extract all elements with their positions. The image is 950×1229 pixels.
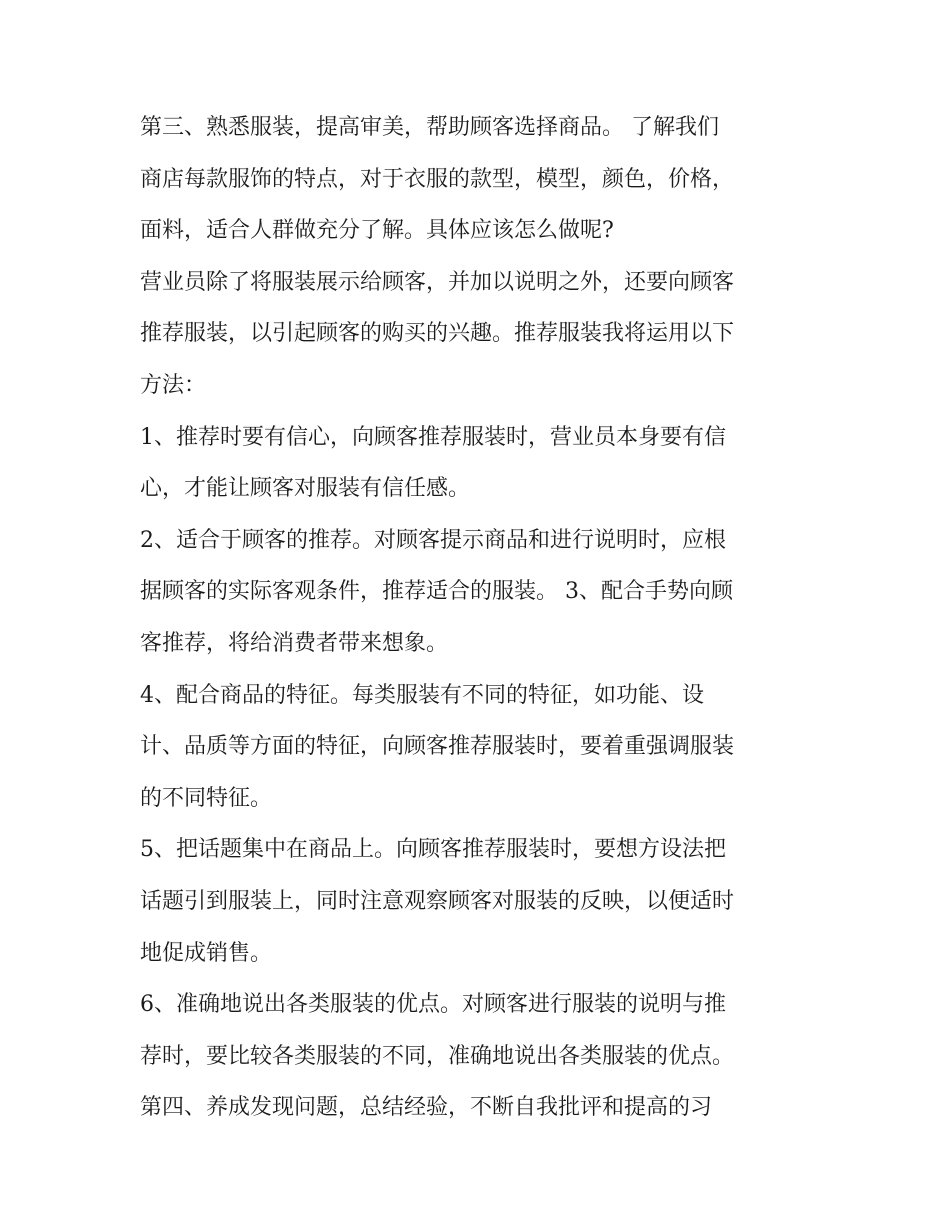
text-line: 第四、养成发现问题，总结经验，不断自我批评和提高的习 [140,1095,713,1121]
text-line: 2、适合于顾客的推荐。对顾客提示商品和进行说明时，应根 [140,527,726,553]
text-line: 方法： [140,372,207,398]
text-line: 荐时，要比较各类服装的不同，准确地说出各类服装的优点。 [140,1043,735,1069]
text-line: 4、配合商品的特征。每类服装有不同的特征，如功能、设 [140,682,704,708]
document-body [140,102,820,1134]
text-line: 计、品质等方面的特征，向顾客推荐服装时，要着重强调服装 [140,734,735,760]
text-line: 5、把话题集中在商品上。向顾客推荐服装时，要想方设法把 [140,837,726,863]
text-line: 据顾客的实际客观条件，推荐适合的服装。 3、配合手势向顾 [140,579,733,605]
text-line: 商店每款服饰的特点，对于衣服的款型，模型，颜色，价格， [140,166,735,192]
text-line: 地促成销售。 [140,940,273,966]
text-line: 面料，适合人群做充分了解。具体应该怎么做呢? [140,218,614,244]
text-line: 推荐服装，以引起顾客的购买的兴趣。推荐服装我将运用以下 [140,321,735,347]
text-line: 的不同特征。 [140,785,273,811]
text-line: 6、准确地说出各类服装的优点。对顾客进行服装的说明与推 [140,992,726,1018]
text-line: 话题引到服装上，同时注意观察顾客对服装的反映，以便适时 [140,888,735,914]
text-line: 营业员除了将服装展示给顾客，并加以说明之外，还要向顾客 [140,269,735,295]
text-line: 1、推荐时要有信心，向顾客推荐服装时，营业员本身要有信 [140,424,726,450]
text-line: 客推荐，将给消费者带来想象。 [140,630,449,656]
text-line: 第三、熟悉服装，提高审美，帮助顾客选择商品。 了解我们 [140,115,719,140]
text-line: 心，才能让顾客对服装有信任感。 [140,476,471,502]
